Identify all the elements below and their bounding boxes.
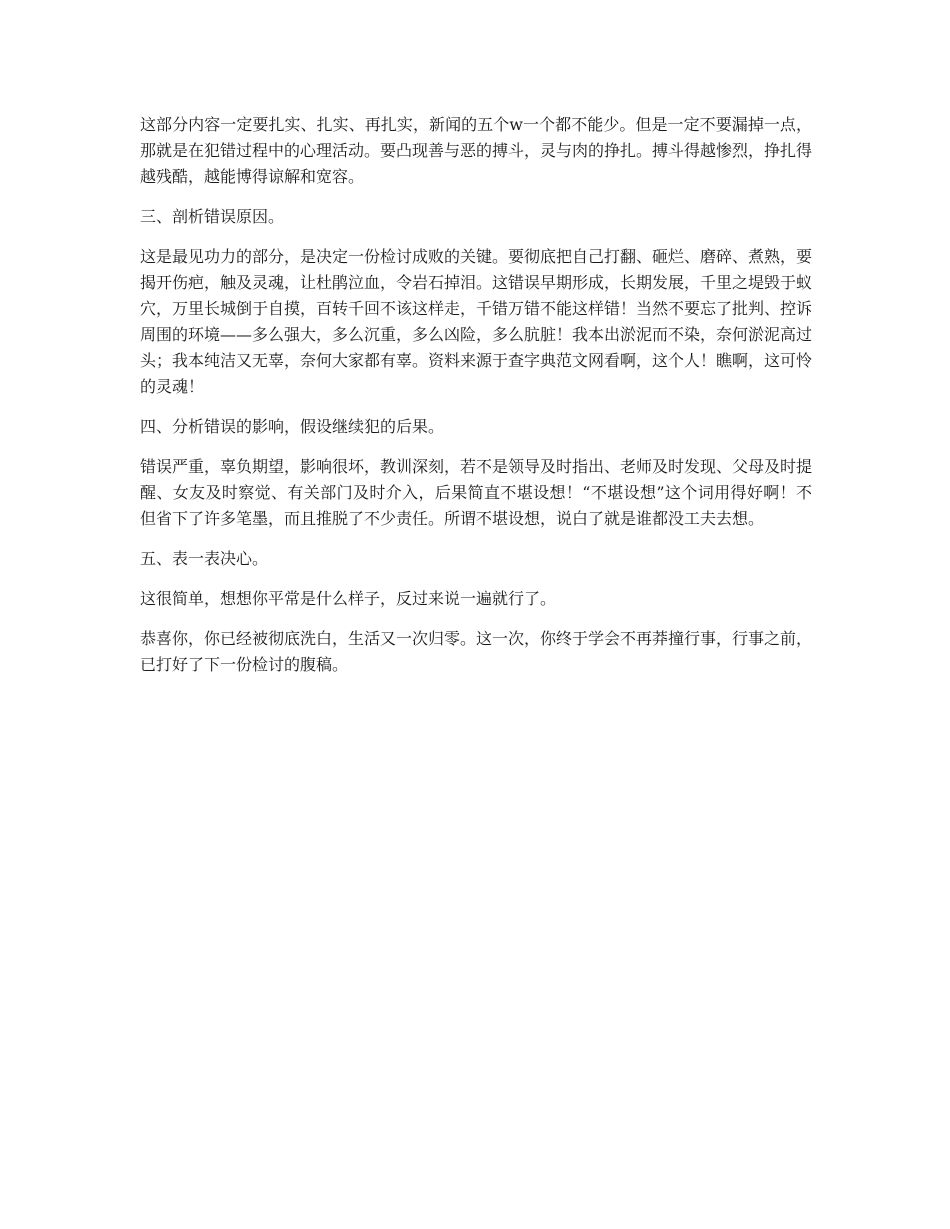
- paragraph-details: 这部分内容一定要扎实、扎实、再扎实，新闻的五个w一个都不能少。但是一定不要漏掉一点，那就是在犯错过程中的心理活动。要凸现善与恶的搏斗，灵与肉的挣扎。搏斗得越惨烈，挣扎得越残酷，越能博得谅解和宽容。: [140, 115, 813, 186]
- document-page: [140, 112, 812, 692]
- paragraph-impact-analysis: 错误严重，辜负期望，影响很坏，教训深刻，若不是领导及时指出、老师及时发现、父母及时提醒、女友及时察觉、有关部门及时介入，后果简直不堪设想！“不堪设想”这个词用得好啊！不但省下了许多笔墨，而且推脱了不少责任。所谓不堪设想，说白了就是谁都没工夫去想。: [140, 457, 813, 528]
- paragraph-resolution: 这很简单，想想你平常是什么样子，反过来说一遍就行了。: [140, 589, 557, 608]
- section-heading-5: 五、表一表决心。: [140, 549, 269, 568]
- section-heading-3: 三、剖析错误原因。: [140, 207, 285, 226]
- section-heading-4: 四、分析错误的影响，假设继续犯的后果。: [140, 417, 445, 436]
- paragraph-conclusion: 恭喜你，你已经被彻底洗白，生活又一次归零。这一次，你终于学会不再莽撞行事，行事之前，已打好了下一份检讨的腹稿。: [140, 629, 813, 674]
- paragraph-cause-analysis: 这是最见功力的部分，是决定一份检讨成败的关键。要彻底把自己打翻、砸烂、磨碎、煮熟，要揭开伤疤，触及灵魂，让杜鹃泣血，令岩石掉泪。这错误早期形成，长期发展，千里之堤毁于蚁穴，万里长城倒于自摸，百转千回不该这样走，千错万错不能这样错！当然不要忘了批判、控诉周围的环境——多么强大，多么沉重，多么凶险，多么肮脏！我本出淤泥而不染，奈何淤泥高过头；我本纯洁又无辜，奈何大家都有辜。资料来源于查字典范文网看啊，这个人！瞧啊，这可怜的灵魂！: [140, 247, 813, 396]
